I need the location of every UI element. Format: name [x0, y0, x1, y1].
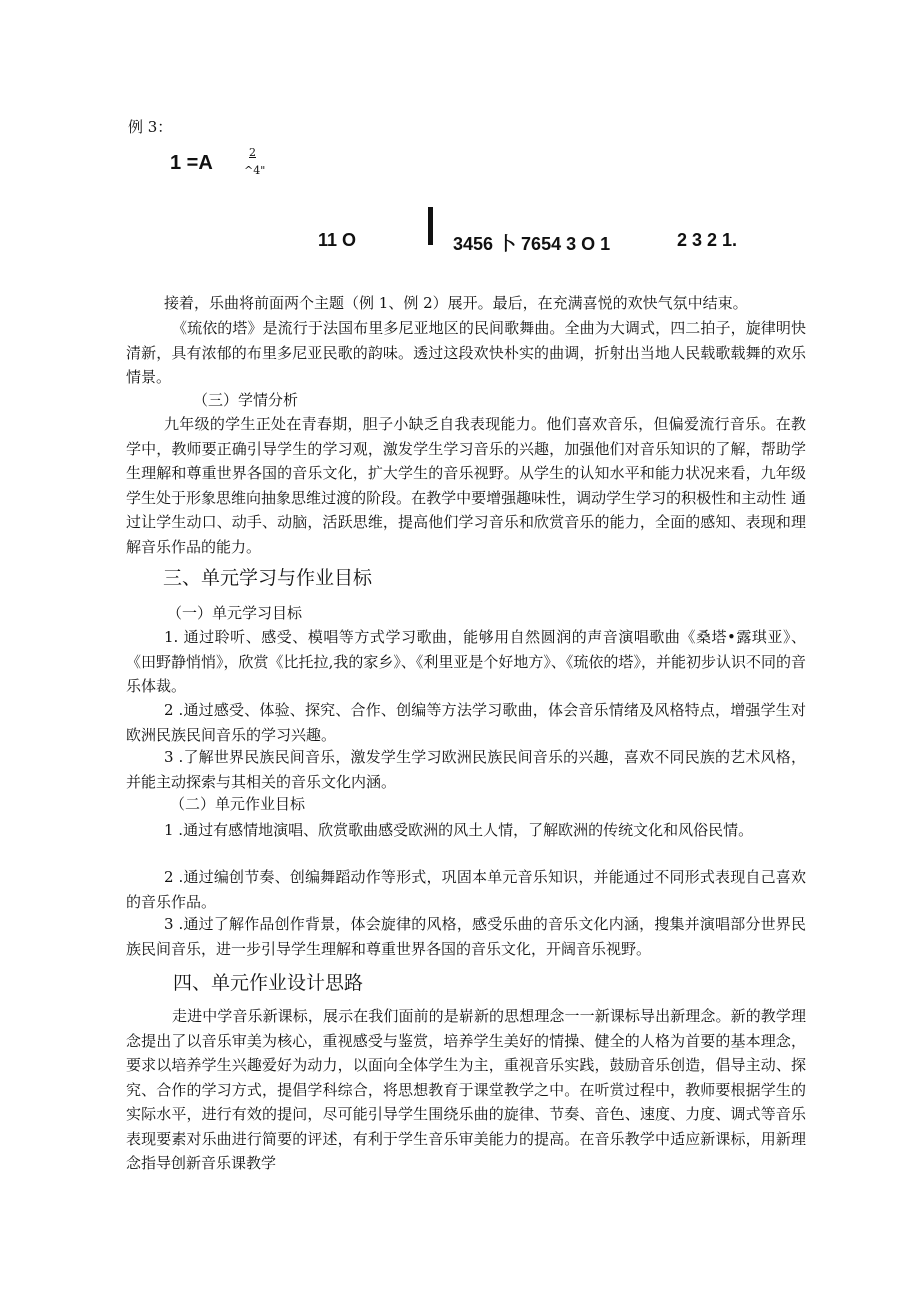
paragraph-learning-analysis: 九年级的学生正处在青春期，胆子小缺乏自我表现能力。他们喜欢音乐，但偏爱流行音乐。在教学中，教师要正确引导学生的学习观，激发学生学习音乐的兴趣，加强他们对音乐知识的了解，帮助学生理解和尊重世界各国的音乐文化，扩大学生的音乐视野。从学生的认知水平和能力状况来看，九年级学生处于形象思维向抽象思维过渡的阶段。在教学中要增强趣味性，调动学生学习的积极性和主动性 通过让学生动口、动手、动脑，活跃思维，提高他们学习音乐和欣赏音乐的能力，全面的感知、表现和理解音乐作品的能力。 — [126, 415, 806, 556]
key-signature: 1 =A — [170, 152, 213, 174]
bar-line — [428, 207, 433, 245]
example-label: 例 3： — [128, 118, 173, 136]
learning-goal-item: 2 .通过感受、体验、探究、合作、创编等方法学习歌曲，体会音乐情绪及风格特点，增强学生对欧洲民族民间音乐的学习兴趣。 — [126, 701, 806, 744]
section-4-title: 四、单元作业设计思路 — [173, 972, 364, 994]
paragraph-song-intro: 《琉依的塔》是流行于法国布里多尼亚地区的民间歌舞曲。全曲为大调式，四二拍子，旋律明快清新，具有浓郁的布里多尼亚民歌的韵味。透过这段欢快朴实的曲调，折射出当地人民载歌载舞的欢乐情景。 — [126, 319, 806, 386]
paragraph-design-ideas: 走进中学音乐新课标，展示在我们面前的是崭新的思想理念一一新课标导出新理念。新的教学理念提出了以音乐审美为核心，重视感受与鉴赏，培养学生美好的情操、健全的人格为首要的基本理念，要求以培养学生兴趣爱好为动力，以面向全体学生为主，重视音乐实践，鼓励音乐创造，倡导主动、探究、合作的学习方式，提倡学科综合，将思想教育于课堂教学之中。在听赏过程中，教师要根据学生的实际水平，进行有效的提问，尽可能引导学生围绕乐曲的旋律、节奏、音色、速度、力度、调式等音乐表现要素对乐曲进行简要的评述，有利于学生音乐审美能力的提高。在音乐教学中适应新课标，用新理念指导创新音乐课教学 — [126, 1007, 806, 1172]
notation-segment-3: 2 3 2 1. — [677, 230, 738, 250]
homework-goal-item: 1 .通过有感情地演唱、欣赏歌曲感受欧洲的风土人情，了解欧洲的传统文化和风俗民情。 — [164, 821, 754, 839]
learning-goal-item: 1. 通过聆听、感受、模唱等方式学习歌曲，能够用自然圆润的声音演唱歌曲《桑塔•露琪亚》、《田野静悄悄》，欣赏《比托拉,我的家乡》、《利里亚是个好地方》、《琉依的塔》，并能初步认识不同的音乐体裁。 — [126, 628, 806, 695]
subheading-unit-learning-goals: （一）单元学习目标 — [167, 604, 303, 622]
time-signature-top: 2 — [249, 146, 256, 159]
paragraph-development: 接着，乐曲将前面两个主题（例 1、例 2）展开。最后，在充满喜悦的欢快气氛中结束。 — [164, 294, 748, 312]
subheading-unit-homework-goals: （二）单元作业目标 — [170, 795, 306, 813]
subheading-learning-analysis: （三）学情分析 — [193, 391, 299, 409]
homework-goal-item: 3 .通过了解作品创作背景，体会旋律的风格，感受乐曲的音乐文化内涵，搜集并演唱部分世界民族民间音乐，进一步引导学生理解和尊重世界各国的音乐文化，开阔音乐视野。 — [126, 915, 806, 958]
learning-goal-item: 3 .了解世界民族民间音乐，激发学生学习欧洲民族民间音乐的兴趣，喜欢不同民族的艺术风格，并能主动探索与其相关的音乐文化内涵。 — [126, 748, 806, 791]
notation-segment-2: 3456 卜 7654 3 O 1 — [453, 234, 611, 254]
time-signature-bottom: ^4" — [244, 164, 266, 177]
homework-goal-item: 2 .通过编创节奏、创编舞蹈动作等形式，巩固本单元音乐知识，并能通过不同形式表现自己喜欢的音乐作品。 — [126, 868, 806, 911]
notation-segment-1: 11 O — [318, 230, 357, 250]
section-3-title: 三、单元学习与作业目标 — [163, 567, 373, 589]
